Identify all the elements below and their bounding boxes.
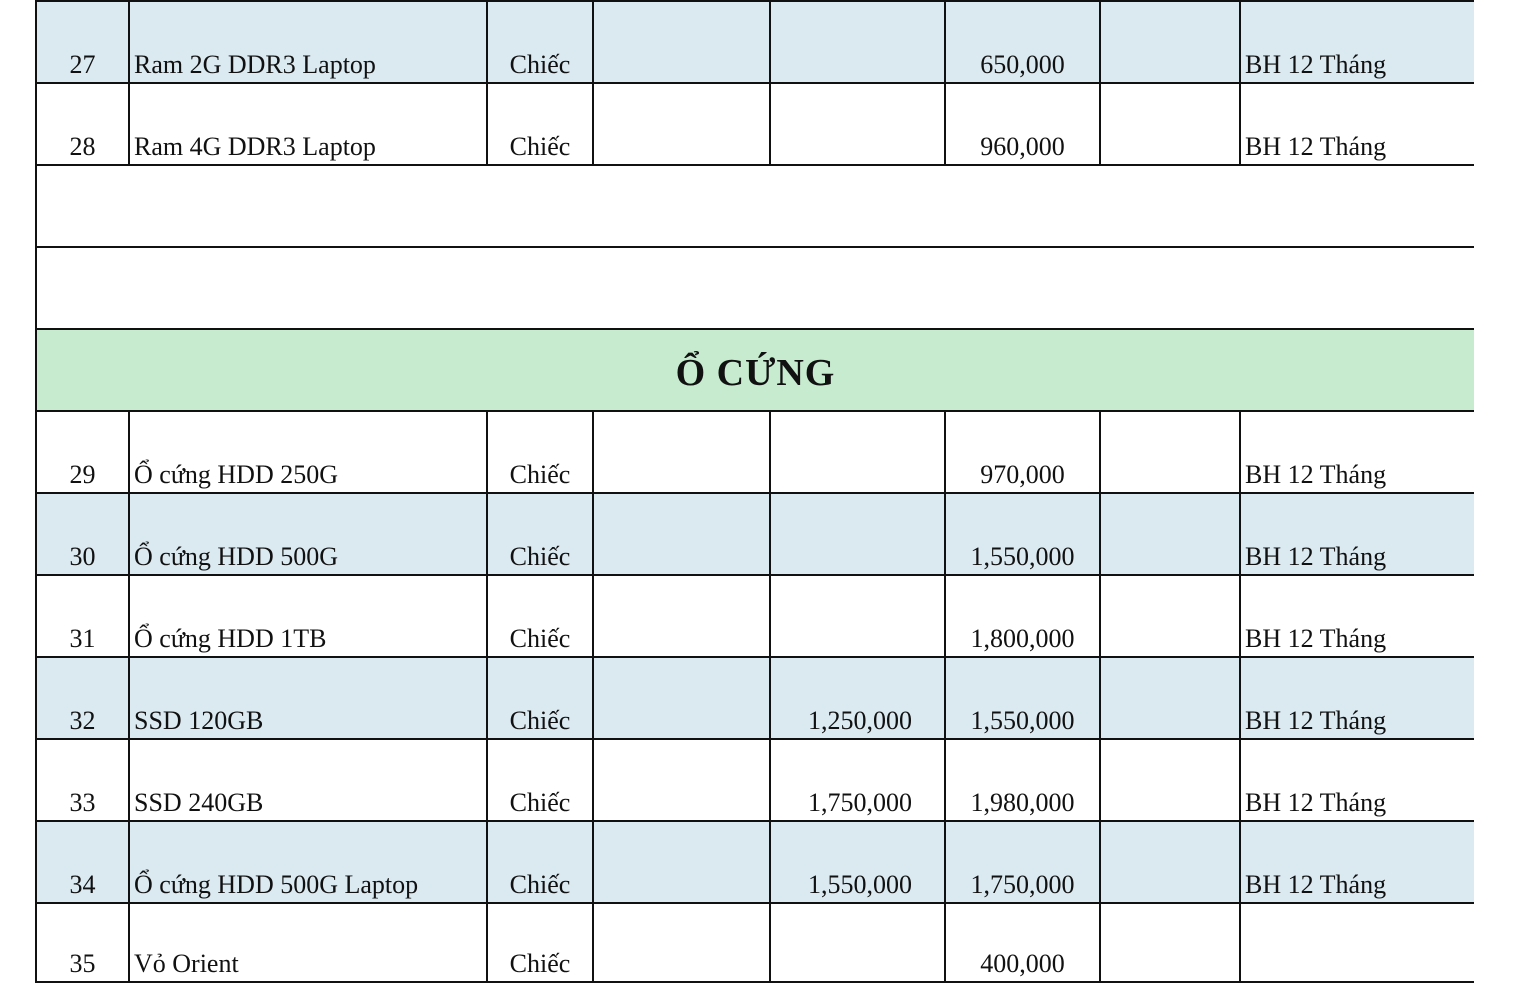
cell-empty <box>1101 412 1241 492</box>
cell-price-sell: 970,000 <box>946 412 1101 492</box>
cell-price-import <box>771 494 946 574</box>
cell-price-import <box>771 412 946 492</box>
cell-product-name: Vỏ Orient <box>130 904 488 981</box>
cell-product-name: SSD 120GB <box>130 658 488 738</box>
cell-warranty: BH 12 Tháng <box>1245 132 1387 161</box>
cell-empty <box>594 412 771 492</box>
section-title: Ổ CỨNG <box>675 352 836 394</box>
section-header <box>37 330 1474 412</box>
cell-empty <box>1101 576 1241 656</box>
cell-unit: Chiếc <box>488 822 594 902</box>
cell-warranty <box>1241 904 1474 981</box>
table-row <box>37 0 1474 84</box>
cell-warranty: BH 12 Tháng <box>1245 788 1387 817</box>
cell-unit: Chiếc <box>488 84 594 164</box>
cell-stt: 33 <box>37 740 130 820</box>
table-row <box>37 84 1474 166</box>
table-row <box>37 822 1474 904</box>
price-table <box>35 0 1474 983</box>
cell-stt: 35 <box>37 904 130 981</box>
cell-stt: 32 <box>37 658 130 738</box>
cell-warranty: BH 12 Tháng <box>1245 706 1387 735</box>
cell-empty <box>594 822 771 902</box>
cell-price-sell: 960,000 <box>946 84 1101 164</box>
cell-unit: Chiếc <box>488 2 594 82</box>
cell-empty <box>594 2 771 82</box>
cell-empty <box>1101 2 1241 82</box>
cell-unit: Chiếc <box>488 576 594 656</box>
cell-unit: Chiếc <box>488 904 594 981</box>
cell-stt: 34 <box>37 822 130 902</box>
cell-empty <box>594 658 771 738</box>
cell-price-import <box>771 904 946 981</box>
cell-warranty: BH 12 Tháng <box>1245 870 1387 899</box>
cell-unit: Chiếc <box>488 412 594 492</box>
cell-product-name: Ổ cứng HDD 1TB <box>130 576 488 656</box>
cell-empty <box>1101 904 1241 981</box>
cell-price-import: 1,750,000 <box>771 740 946 820</box>
cell-product-name: Ổ cứng HDD 500G Laptop <box>130 822 488 902</box>
cell-empty <box>1101 84 1241 164</box>
cell-stt: 28 <box>37 84 130 164</box>
cell-product-name: Ram 4G DDR3 Laptop <box>130 84 488 164</box>
cell-warranty: BH 12 Tháng <box>1245 460 1387 489</box>
cell-product-name: SSD 240GB <box>130 740 488 820</box>
cell-price-sell: 400,000 <box>946 904 1101 981</box>
cell-product-name: Ổ cứng HDD 250G <box>130 412 488 492</box>
table-row <box>37 576 1474 658</box>
cell-price-sell: 1,800,000 <box>946 576 1101 656</box>
table-row <box>37 904 1474 983</box>
cell-empty <box>1101 658 1241 738</box>
cell-empty <box>594 84 771 164</box>
cell-price-import: 1,250,000 <box>771 658 946 738</box>
cell-empty <box>594 494 771 574</box>
cell-price-sell: 1,550,000 <box>946 494 1101 574</box>
cell-warranty: BH 12 Tháng <box>1245 50 1387 79</box>
cell-price-import: 1,550,000 <box>771 822 946 902</box>
cell-product-name: Ram 2G DDR3 Laptop <box>130 2 488 82</box>
empty-row <box>37 248 1474 330</box>
cell-price-sell: 1,980,000 <box>946 740 1101 820</box>
cell-stt: 31 <box>37 576 130 656</box>
cell-product-name: Ổ cứng HDD 500G <box>130 494 488 574</box>
cell-price-sell: 1,550,000 <box>946 658 1101 738</box>
cell-empty <box>1101 740 1241 820</box>
cell-price-import <box>771 576 946 656</box>
cell-empty <box>1101 822 1241 902</box>
cell-empty <box>594 740 771 820</box>
cell-empty <box>594 904 771 981</box>
table-row <box>37 740 1474 822</box>
cell-unit: Chiếc <box>488 740 594 820</box>
cell-price-import <box>771 2 946 82</box>
table-row <box>37 494 1474 576</box>
cell-unit: Chiếc <box>488 494 594 574</box>
cell-stt: 30 <box>37 494 130 574</box>
cell-warranty: BH 12 Tháng <box>1245 624 1387 653</box>
cell-stt: 27 <box>37 2 130 82</box>
cell-unit: Chiếc <box>488 658 594 738</box>
cell-stt: 29 <box>37 412 130 492</box>
cell-price-import <box>771 84 946 164</box>
table-row <box>37 412 1474 494</box>
cell-price-sell: 650,000 <box>946 2 1101 82</box>
empty-row <box>37 166 1474 248</box>
cell-empty <box>594 576 771 656</box>
cell-price-sell: 1,750,000 <box>946 822 1101 902</box>
cell-warranty: BH 12 Tháng <box>1245 542 1387 571</box>
table-row <box>37 658 1474 740</box>
cell-empty <box>1101 494 1241 574</box>
